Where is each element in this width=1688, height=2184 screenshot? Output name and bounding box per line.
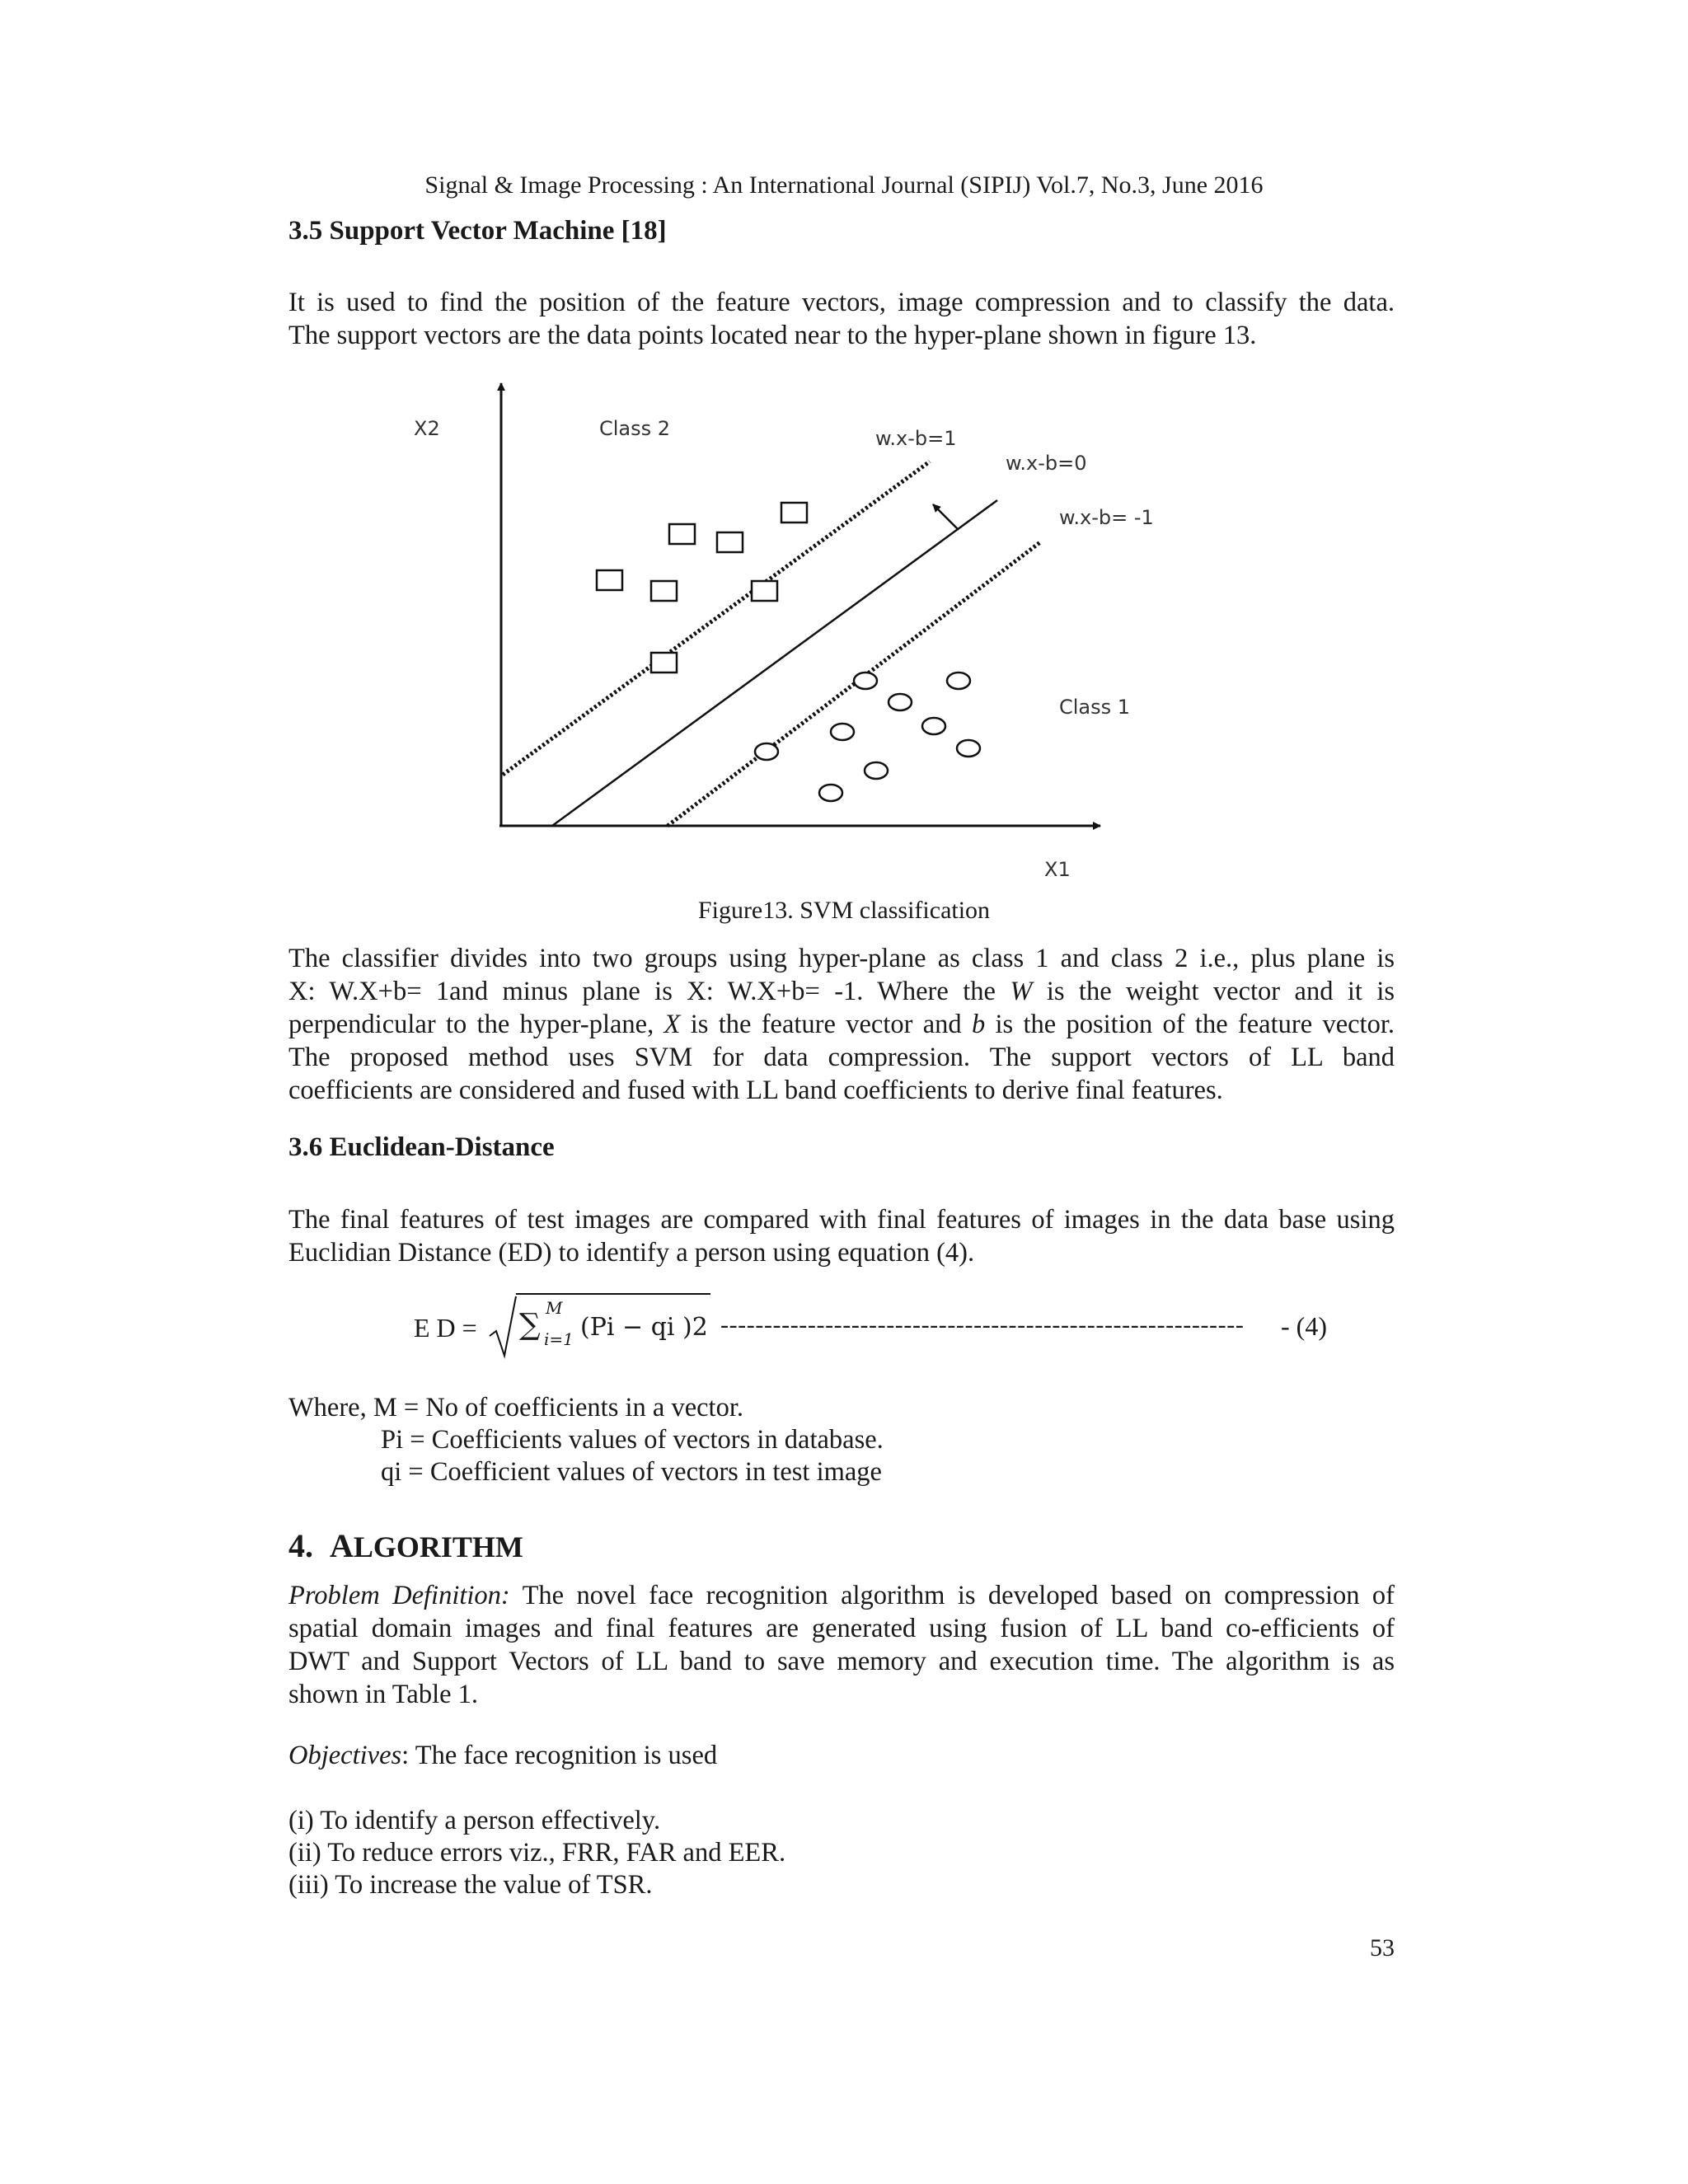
list-item: (ii) To reduce errors viz., FRR, FAR and EER. (288, 1838, 786, 1868)
radical-bar (516, 1293, 710, 1295)
symbol-x: X (663, 1010, 681, 1039)
plus-plane-label: w.x-b=1 (875, 427, 957, 450)
text-line: It is used to find the position of the feature vectors, image compression and to classify the data. (288, 288, 1395, 317)
section-heading-svm: 3.5 Support Vector Machine [18] (288, 216, 667, 246)
text-line: X: W.X+b= 1and minus plane is X: W.X+b= -1. Where the W is the weight vector and it is (288, 977, 1395, 1006)
class2-label: Class 2 (599, 417, 671, 440)
svm-figure (387, 375, 1212, 886)
problem-definition-paragraph (288, 1579, 1395, 1711)
figure-caption: Figure13. SVM classification (697, 897, 991, 924)
class1-points (755, 673, 980, 801)
section-heading-euclidean: 3.6 Euclidean-Distance (288, 1132, 555, 1162)
equation-body: (Pi − qi )2 (580, 1313, 708, 1342)
class1-point (957, 740, 980, 757)
text-line: The support vectors are the data points located near to the hyper-plane shown in figure 13. (288, 321, 1257, 350)
equation-leader: ------------------------------------------------------------ (720, 1311, 1245, 1338)
objectives-paragraph (288, 1739, 1395, 1772)
y-axis-label: X2 (414, 417, 440, 440)
page-number: 53 (1370, 1934, 1395, 1961)
list-item: (iii) To increase the value of TSR. (288, 1870, 653, 1900)
hyper-plane-line (552, 500, 997, 826)
text-line: perpendicular to the hyper-plane, X is the feature vector and b is the position of the feature vector. (288, 1010, 1395, 1039)
class2-point (669, 524, 695, 544)
class2-point (717, 532, 743, 552)
summation-upper: M (546, 1298, 563, 1318)
text-line: Objectives: The face recognition is used (288, 1741, 718, 1770)
symbol-b: b (971, 1010, 986, 1039)
text-line: DWT and Support Vectors of LL band to save memory and execution time. The algorithm is as (288, 1647, 1395, 1676)
plus-plane-line (503, 462, 930, 775)
x-axis-label: X1 (1044, 858, 1071, 881)
equation-number: - (4) (1281, 1311, 1327, 1341)
definition-line: qi = Coefficient values of vectors in test image (381, 1457, 882, 1487)
text-line: coefficients are considered and fused with LL band coefficients to derive final features. (288, 1076, 1223, 1105)
normal-vector-arrow (933, 504, 959, 530)
summation-sign: ∑ (519, 1308, 541, 1342)
where-definitions (288, 1392, 1395, 1488)
objectives-list (288, 1805, 1395, 1901)
class2-point (781, 503, 807, 523)
equation-4 (414, 1290, 1345, 1364)
class1-point (755, 743, 778, 760)
radical-sign (488, 1293, 521, 1359)
classifier-paragraph (288, 942, 1395, 1107)
text-line: The final features of test images are compared with final features of images in the data base using (288, 1205, 1395, 1235)
text-line: Euclidian Distance (ED) to identify a person using equation (4). (288, 1238, 975, 1268)
class1-label: Class 1 (1059, 696, 1131, 719)
text-line: Problem Definition: The novel face recognition algorithm is developed based on compression of (288, 1581, 1395, 1610)
class2-point (651, 653, 677, 673)
class1-point (922, 718, 945, 734)
problem-definition-label: Problem Definition: (288, 1581, 510, 1610)
text-line: spatial domain images and final features are generated using fusion of LL band co-efficients of (288, 1614, 1395, 1643)
class2-points (597, 503, 807, 673)
symbol-w: W (1010, 977, 1033, 1006)
euclidean-paragraph (288, 1203, 1395, 1269)
definition-line: Pi = Coefficients values of vectors in database. (381, 1425, 884, 1455)
minus-plane-label: w.x-b= -1 (1059, 506, 1154, 529)
class2-point (651, 581, 677, 601)
class1-point (819, 785, 842, 801)
running-header: Signal & Image Processing : An International Journal (SIPIJ) Vol.7, No.3, June 2016 (424, 171, 1264, 199)
text-line: shown in Table 1. (288, 1680, 479, 1709)
class1-point (889, 694, 912, 710)
summation-lower: i=1 (544, 1329, 574, 1349)
section-heading-algorithm: 4. ALGORITHM (288, 1527, 523, 1564)
svm-intro-paragraph (288, 286, 1395, 352)
list-item: (i) To identify a person effectively. (288, 1806, 661, 1835)
class1-point (854, 673, 877, 689)
text-line: The proposed method uses SVM for data compression. The support vectors of LL band (288, 1043, 1395, 1072)
class1-point (831, 724, 854, 740)
class1-point (947, 673, 970, 689)
equation-lhs: E D = (414, 1313, 477, 1343)
definition-line: Where, M = No of coefficients in a vector. (288, 1393, 743, 1422)
class2-point (752, 581, 777, 601)
class2-point (597, 570, 622, 590)
objectives-label: Objectives (288, 1741, 402, 1770)
text-line: The classifier divides into two groups using hyper-plane as class 1 and class 2 i.e., plus plane is (288, 944, 1395, 973)
class1-point (865, 762, 888, 779)
hyper-plane-label: w.x-b=0 (1006, 452, 1087, 475)
